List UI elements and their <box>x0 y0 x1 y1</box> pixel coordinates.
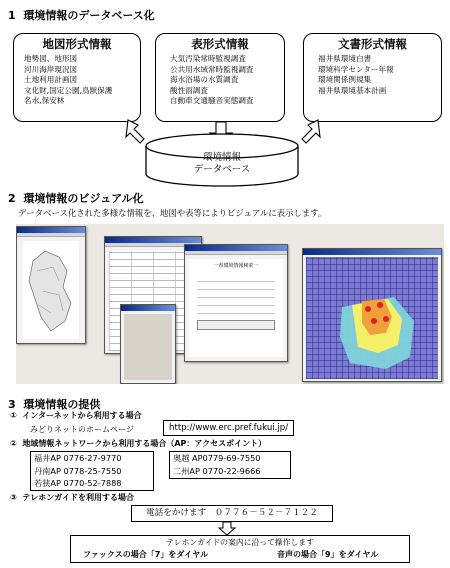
map-info-title: 地図形式情報 <box>42 37 112 51</box>
pollution-heatmap-icon <box>306 257 438 379</box>
map-window-middle <box>120 304 176 384</box>
search-dialog-window <box>184 244 288 362</box>
map-info-item: 名水,保安林 <box>24 96 65 106</box>
document-info-item: 福井県環境白書 <box>318 54 372 63</box>
prefecture-map-icon <box>23 241 79 339</box>
network-title: 地域情報ネットワークから利用する場合（AP：アクセスポイント） <box>22 439 267 448</box>
homepage-url-link[interactable]: http://www.erc.pref.fukui.jp/ <box>163 420 294 436</box>
section2-description: データベース化された多様な情報を、地図や表等によりビジュアルに表示します。 <box>18 208 327 218</box>
access-point-item: 福井AP 0776-27-9770 <box>34 453 122 463</box>
arrow-down-right-icon <box>302 120 320 143</box>
arrow-down-icon <box>219 522 235 535</box>
table-info-item: 海水浴場の水質調査 <box>170 75 239 85</box>
database-label-line2: データベース <box>193 164 251 175</box>
table-info-item: 自動車交通騒音実態調査 <box>170 96 254 106</box>
telephone-guide-box <box>70 535 410 563</box>
internet-title: インターネットから利用する場合 <box>22 411 142 420</box>
access-point-item: 奥越 AP0779-69-7550 <box>173 453 261 463</box>
section2-number: 2 <box>8 192 16 205</box>
section3-title: 環境情報の提供 <box>23 398 101 411</box>
map-window-left <box>16 226 86 344</box>
fax-instruction: ファックスの場合「7」をダイヤル <box>83 550 209 559</box>
access-point-item: 二州AP 0770-22-9666 <box>173 465 261 476</box>
internet-heading <box>10 410 142 421</box>
pollution-grid-window <box>302 248 442 382</box>
telephone-heading <box>10 492 134 503</box>
access-point-item: 若狭AP 0770-52-7888 <box>34 478 122 489</box>
database-label <box>146 152 298 176</box>
visualization-screenshot <box>16 224 444 384</box>
table-info-item: 酸性雨調査 <box>170 85 208 95</box>
section2-title: 環境情報のビジュアル化 <box>23 192 144 205</box>
arrow-down-left-icon <box>126 120 144 143</box>
call-number-box: 電話をかけます ０７７６－５２－７１２２ <box>131 505 333 522</box>
section2-heading <box>8 190 144 206</box>
marker-2: ② <box>10 439 17 448</box>
document-info-title: 文書形式情報 <box>338 37 407 51</box>
database-label-line1: 環境情報 <box>202 152 241 163</box>
midori-net-label: みどりネットのホームページ <box>30 425 134 434</box>
telephone-title: テレホンガイドを利用する場合 <box>22 493 134 502</box>
search-dialog-title: 一県環境情報検索一 <box>213 263 259 269</box>
table-info-title: 表形式情報 <box>191 37 249 51</box>
table-info-item: 大気汚染常時監視調査 <box>170 54 246 63</box>
table-info-item: 公共用水域常時監視調査 <box>170 64 254 74</box>
document-info-item: 福井県環境基本計画 <box>318 85 387 95</box>
section3-number: 3 <box>8 398 16 411</box>
map-info-item: 土地利用計画図 <box>24 75 78 85</box>
marker-3: ③ <box>10 493 17 502</box>
document-info-item: 環境関係例規集 <box>318 75 372 85</box>
section1-number: 1 <box>8 9 16 22</box>
section1-title: 環境情報のデータベース化 <box>23 9 155 22</box>
marker-1: ① <box>10 411 17 420</box>
voice-instruction: 音声の場合「9」をダイヤル <box>277 550 379 559</box>
access-points-left <box>30 451 154 491</box>
network-heading <box>10 438 266 449</box>
map-info-item: 地勢図、地形図 <box>24 54 78 63</box>
map-info-item: 河川海岸現況図 <box>24 64 78 74</box>
map-info-item: 文化財,国定公園,鳥獣保護 <box>24 85 113 95</box>
call-arrow <box>0 520 450 536</box>
access-point-item: 丹南AP 0778-25-7550 <box>34 465 122 476</box>
access-points-right <box>169 451 291 479</box>
guide-text: テレホンガイドの案内に沿って操作します <box>166 538 314 547</box>
document-info-item: 環境科学センター年報 <box>318 64 394 74</box>
